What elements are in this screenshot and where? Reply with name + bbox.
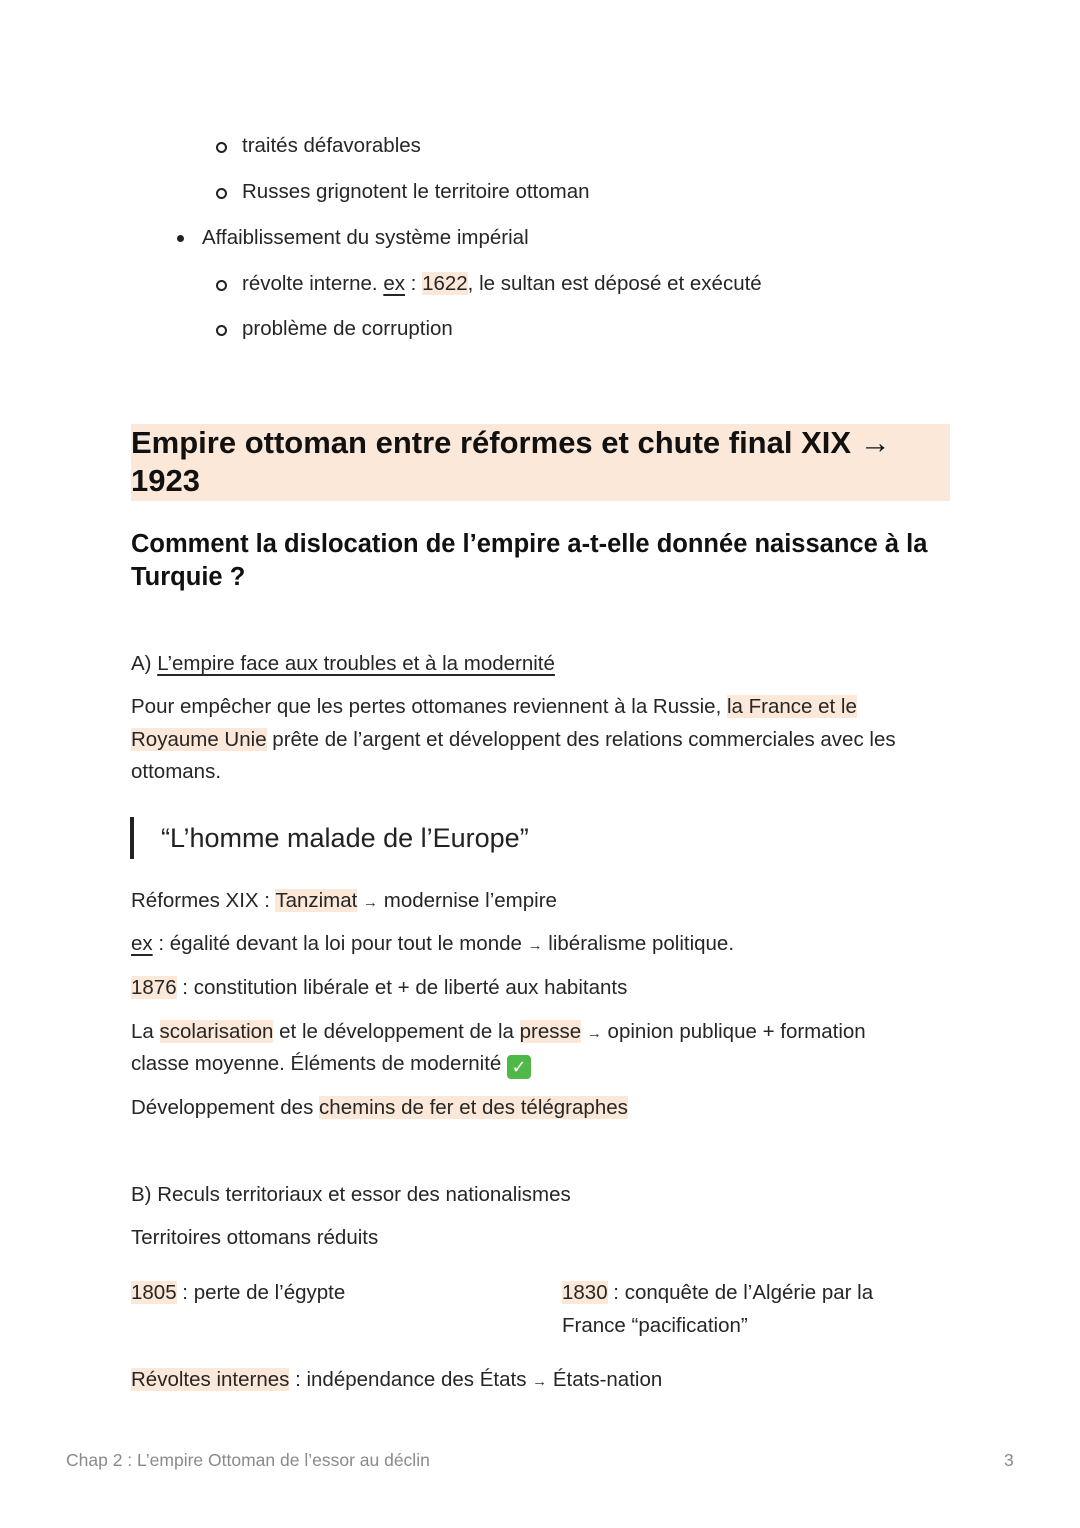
hollow-bullet-icon	[216, 280, 227, 291]
highlight: 1805	[131, 1281, 177, 1304]
column-right-line: France “pacification”	[562, 1314, 748, 1337]
list-subitem: révolte interne. ex : 1622, le sultan est déposé et exécuté	[242, 272, 762, 295]
highlight: 1876	[131, 976, 177, 999]
page-number: 3	[1004, 1450, 1014, 1470]
note-line: Territoires ottomans réduits	[131, 1226, 379, 1249]
block-quote: “L’homme malade de l’Europe”	[161, 823, 529, 853]
section-question: Comment la dislocation de l’empire a-t-elle donnée naissance à la Turquie ?	[131, 530, 928, 591]
column-right: 1830 : conquête de l’Algérie par la	[562, 1281, 874, 1304]
check-mark-icon: ✓	[507, 1055, 531, 1079]
arrow-icon: →	[527, 937, 543, 954]
note-line: ex : égalité devant la loi pour tout le monde → libéralisme politique.	[131, 932, 735, 955]
note-line: Réformes XIX : Tanzimat → modernise l’empire	[131, 889, 557, 912]
highlight: presse	[519, 1020, 582, 1043]
highlight: Royaume Unie	[131, 728, 267, 751]
note-line: classe moyenne. Éléments de modernité ✓	[131, 1048, 531, 1080]
note-line: Développement des chemins de fer et des télégraphes	[131, 1096, 628, 1119]
note-line: La scolarisation et le développement de la presse → opinion publique + formation	[131, 1020, 866, 1043]
column-left: 1805 : perte de l’égypte	[131, 1281, 346, 1304]
list-subitem: problème de corruption	[242, 317, 453, 340]
hollow-bullet-icon	[216, 325, 227, 336]
list-subitem: Russes grignotent le territoire ottoman	[242, 180, 590, 203]
hollow-bullet-icon	[216, 188, 227, 199]
section-heading: Empire ottoman entre réformes et chute final XIX → 1923	[131, 425, 891, 498]
arrow-icon: →	[363, 894, 379, 911]
list-item: Affaiblissement du système impérial	[202, 226, 529, 249]
highlight: Tanzimat	[275, 889, 358, 912]
arrow-icon: →	[586, 1025, 602, 1042]
arrow-icon: →	[532, 1373, 548, 1390]
highlight: la France et le	[726, 695, 857, 718]
footer-chapter: Chap 2 : L’empire Ottoman de l’essor au déclin	[66, 1450, 430, 1470]
subsection-title-b: B) Reculs territoriaux et essor des nationalismes	[131, 1183, 571, 1206]
paragraph-line: ottomans.	[131, 760, 222, 783]
highlight: 1622	[422, 272, 468, 295]
highlight: scolarisation	[159, 1020, 274, 1043]
subsection-title-a: A) L’empire face aux troubles et à la modernité	[131, 652, 555, 675]
paragraph-line: Royaume Unie prête de l’argent et développent des relations commerciales avec les	[131, 728, 896, 751]
note-line: Révoltes internes : indépendance des États → États-nation	[131, 1368, 663, 1391]
hollow-bullet-icon	[216, 142, 227, 153]
highlight: chemins de fer et des télégraphes	[319, 1096, 628, 1119]
highlight: Révoltes internes	[131, 1368, 290, 1391]
highlight: 1830	[562, 1281, 608, 1304]
list-subitem: traités défavorables	[242, 134, 421, 157]
solid-bullet-icon	[177, 235, 184, 242]
paragraph-line: Pour empêcher que les pertes ottomanes reviennent à la Russie, la France et le	[131, 695, 857, 718]
quote-bar	[130, 817, 134, 859]
note-line: 1876 : constitution libérale et + de liberté aux habitants	[131, 976, 628, 999]
